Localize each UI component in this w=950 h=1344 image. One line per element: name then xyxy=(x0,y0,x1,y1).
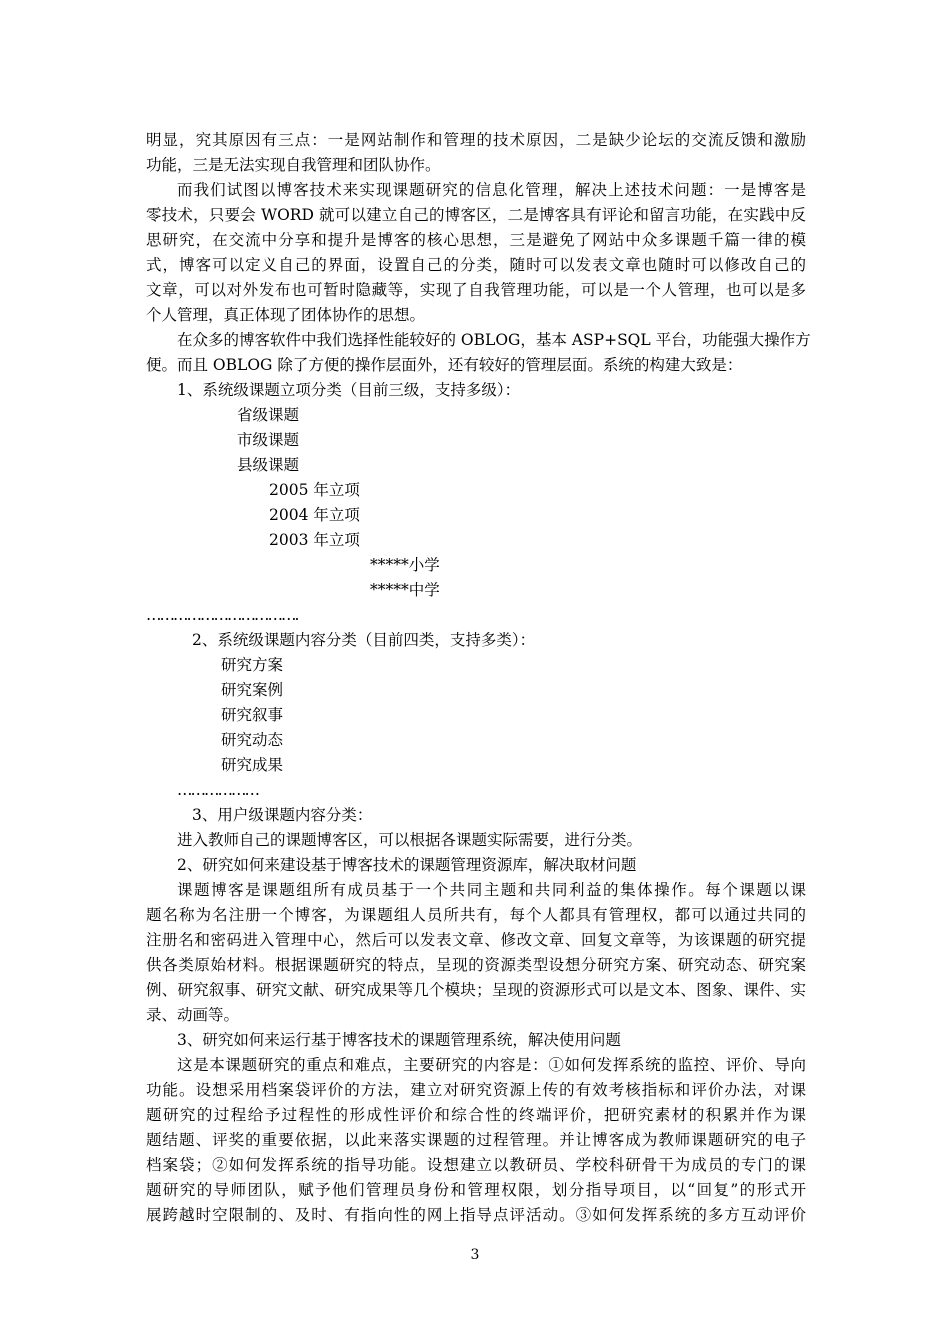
list2-heading: 2、系统级课题内容分类（目前四类，支持多类）： xyxy=(192,631,536,649)
list2-ellipsis: ……………… xyxy=(177,781,258,799)
paragraph-line: 题研究的导师团队，赋予他们管理员身份和管理权限，划分指导项目，以“回复”的形式开 xyxy=(146,1181,806,1199)
list2-item: 研究方案 xyxy=(221,656,284,674)
paragraph-line: 例、研究叙事、研究文献、研究成果等几个模块；呈现的资源形式可以是文本、图象、课件、实 xyxy=(146,981,806,999)
list1-year-item: 2004 年立项 xyxy=(269,506,360,524)
list2-item: 研究案例 xyxy=(221,681,284,699)
paragraph-line: 零技术，只要会 WORD 就可以建立自己的博客区，二是博客具有评论和留言功能，在实践中反 xyxy=(146,206,806,224)
section3-heading: 3、研究如何来运行基于博客技术的课题管理系统，解决使用问题 xyxy=(177,1031,621,1049)
paragraph-line: 课题博客是课题组所有成员基于一个共同主题和共同利益的集体操作。每个课题以课 xyxy=(177,881,806,899)
paragraph-line: 题研究的过程给予过程性的形成性评价和综合性的终端评价，把研究素材的积累并作为课 xyxy=(146,1106,806,1124)
paragraph-line: 个人管理，真正体现了团体协作的思想。 xyxy=(146,306,426,324)
paragraph-line: 注册名和密码进入管理中心，然后可以发表文章、修改文章、回复文章等，为该课题的研究提 xyxy=(146,931,806,949)
paragraph-line: 供各类原始材料。根据课题研究的特点，呈现的资源类型设想分研究方案、研究动态、研究案 xyxy=(146,956,806,974)
paragraph-line: 这是本课题研究的重点和难点，主要研究的内容是：①如何发挥系统的监控、评价、导向 xyxy=(177,1056,806,1074)
section2-heading: 2、研究如何来建设基于博客技术的课题管理资源库，解决取材问题 xyxy=(177,856,637,874)
list1-year-item: 2003 年立项 xyxy=(269,531,360,549)
paragraph-line: 档案袋；②如何发挥系统的指导功能。设想建立以教研员、学校科研骨干为成员的专门的课 xyxy=(146,1156,806,1174)
paragraph-line: 展跨越时空限制的、及时、有指向性的网上指导点评活动。③如何发挥系统的多方互动评价 xyxy=(146,1206,806,1224)
list3-heading: 3、用户级课题内容分类： xyxy=(192,806,373,824)
paragraph-line: 功能。设想采用档案袋评价的方法，建立对研究资源上传的有效考核指标和评价办法，对课 xyxy=(146,1081,806,1099)
paragraph-line: 式，博客可以定义自己的界面，设置自己的分类，随时可以发表文章也随时可以修改自己的 xyxy=(146,256,806,274)
paragraph-line: 功能，三是无法实现自我管理和团队协作。 xyxy=(146,156,441,174)
list1-school-item: *****中学 xyxy=(370,581,440,599)
list1-ellipsis: ……………………………. xyxy=(146,606,298,624)
paragraph-line: 明显，究其原因有三点：一是网站制作和管理的技术原因，二是缺少论坛的交流反馈和激励 xyxy=(146,131,806,149)
list2-item: 研究动态 xyxy=(221,731,284,749)
list1-year-item: 2005 年立项 xyxy=(269,481,360,499)
list1-heading: 1、系统级课题立项分类（目前三级，支持多级）： xyxy=(177,381,521,399)
list2-item: 研究成果 xyxy=(221,756,284,774)
paragraph-line: 在众多的博客软件中我们选择性能较好的 OBLOG，基本 ASP+SQL 平台，功能强大操作方 xyxy=(177,331,811,349)
page-number: 3 xyxy=(470,1247,480,1263)
list1-level-item: 省级课题 xyxy=(237,406,300,424)
list3-text: 进入教师自己的课题博客区，可以根据各课题实际需要，进行分类。 xyxy=(177,831,643,849)
paragraph-line: 思研究，在交流中分享和提升是博客的核心思想，三是避免了网站中众多课题千篇一律的模 xyxy=(146,231,806,249)
paragraph-line: 文章，可以对外发布也可暂时隐藏等，实现了自我管理功能，可以是一个人管理，也可以是多 xyxy=(146,281,806,299)
paragraph-line: 而我们试图以博客技术来实现课题研究的信息化管理，解决上述技术问题：一是博客是 xyxy=(177,181,806,199)
list1-school-item: *****小学 xyxy=(370,556,440,574)
paragraph-line: 便。而且 OBLOG 除了方便的操作层面外，还有较好的管理层面。系统的构建大致是： xyxy=(146,356,743,374)
paragraph-line: 题结题、评奖的重要依据，以此来落实课题的过程管理。并让博客成为教师课题研究的电子 xyxy=(146,1131,806,1149)
paragraph-line: 题名称为名注册一个博客，为课题组人员所共有，每个人都具有管理权，都可以通过共同的 xyxy=(146,906,806,924)
list2-item: 研究叙事 xyxy=(221,706,284,724)
paragraph-line: 录、动画等。 xyxy=(146,1006,240,1024)
list1-level-item: 市级课题 xyxy=(237,431,300,449)
list1-level-item: 县级课题 xyxy=(237,456,300,474)
